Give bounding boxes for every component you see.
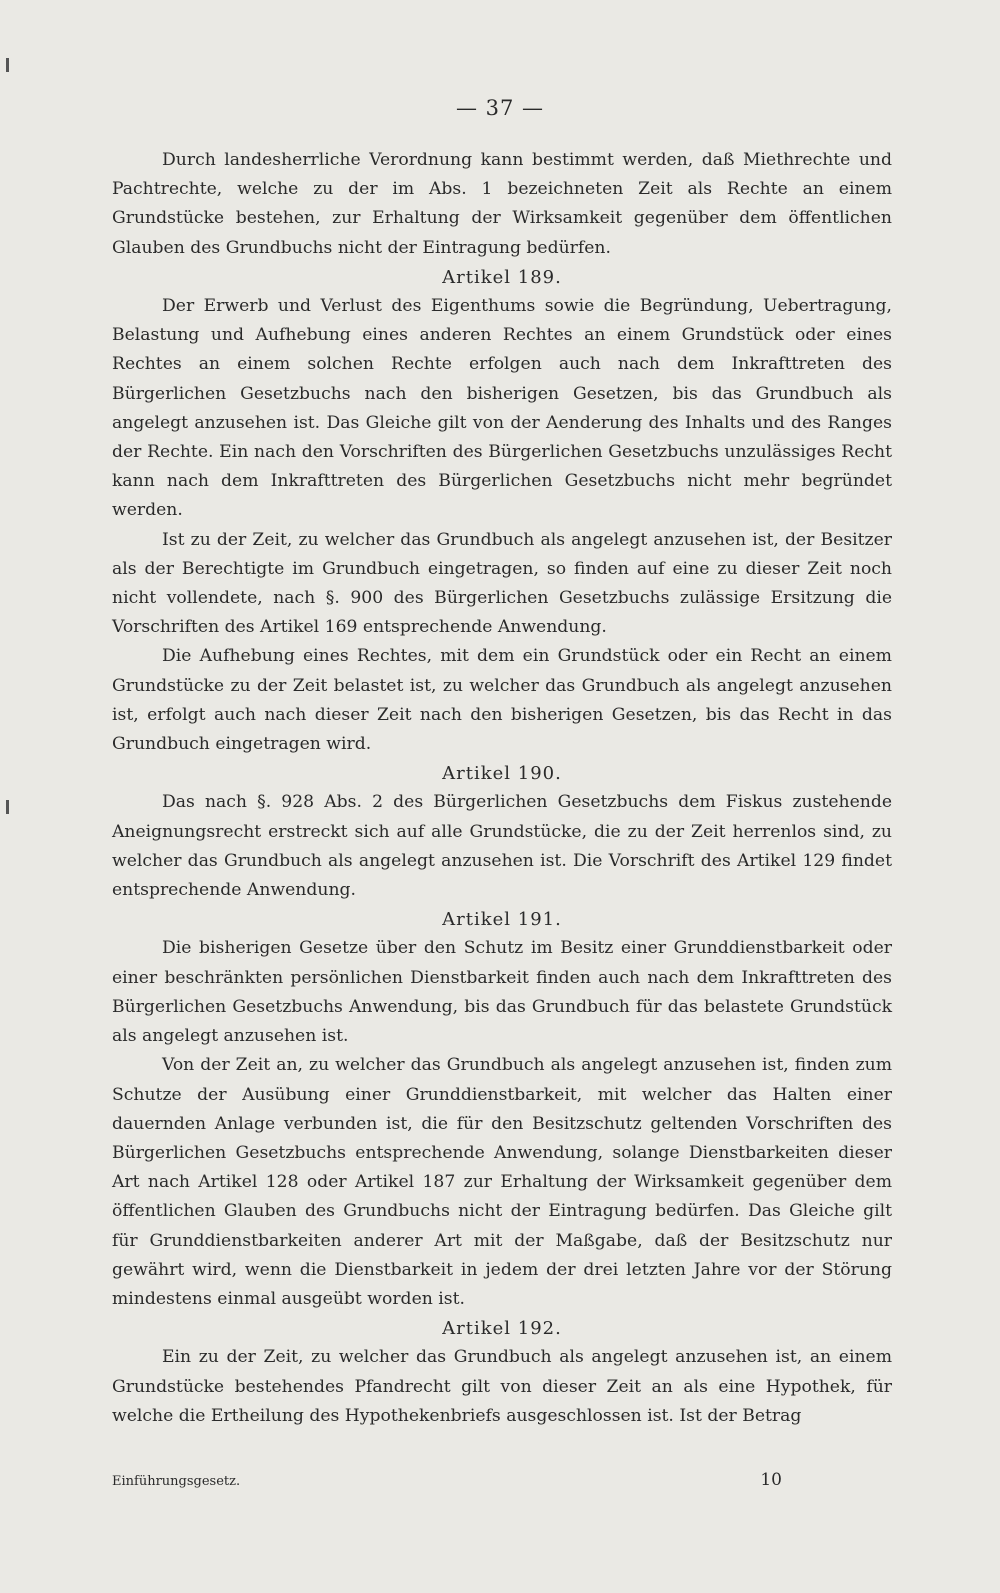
paragraph: Das nach §. 928 Abs. 2 des Bürgerlichen Gesetzbuchs dem Fiskus zustehende Aneignungsrecht erstreckt sich auf alle Grundstücke, die zu der Zeit herrenlos sind, zu welcher das Grundbuch als angelegt anzusehen ist. Die Vorschrift des Artikel 129 findet entsprechende Anwendung. (112, 792, 892, 901)
article-heading-190: Artikel 190. (442, 763, 562, 785)
paragraph: Von der Zeit an, zu welcher das Grundbuch als angelegt anzusehen ist, finden zum Schutze der Ausübung einer Grunddienstbarkeit, mit welcher das Halten einer dauernden Anlage verbunden ist, die für den Besitzschutz geltenden Vorschriften des Bürgerlichen Gesetzbuchs entsprechende Anwendung, solange Dienstbarkeiten dieser Art nach Artikel 128 oder Artikel 187 zur Erhaltung der Wirksamkeit gegenüber dem öffentlichen Glauben des Grundbuchs nicht der Eintragung bedürfen. Das Gleiche gilt für Grunddienstbarkeiten anderer Art mit der Maßgabe, daß der Besitzschutz nur gewährt wird, wenn die Dienstbarkeit in jedem der drei letzten Jahre vor der Störung mindestens einmal ausgeübt worden ist. (112, 1055, 892, 1309)
printer-signature: Einführungsgesetz. (112, 1474, 241, 1489)
paragraph: Durch landesherrliche Verordnung kann bestimmt werden, daß Miethrechte und Pachtrechte, welche zu der im Abs. 1 bezeichneten Zeit als Rechte an einem Grundstücke bestehen, zur Erhaltung der Wirksamkeit gegenüber dem öffentlichen Glauben des Grundbuchs nicht der Eintragung bedürfen. (112, 150, 892, 258)
paragraph: Ist zu der Zeit, zu welcher das Grundbuch als angelegt anzusehen ist, der Besitzer als der Berechtigte im Grundbuch eingetragen, so finden auf eine zu dieser Zeit noch nicht vollendete, nach §. 900 des Bürgerlichen Gesetzbuchs zulässige Ersitzung die Vorschriften des Artikel 169 entsprechende Anwendung. (112, 529, 892, 638)
article-heading-191: Artikel 191. (442, 909, 562, 931)
paragraph: Der Erwerb und Verlust des Eigenthums sowie die Begründung, Uebertragung, Belastung und Aufhebung eines anderen Rechtes an einem Grundstück oder eines Rechtes an einem solchen Rechte erfolgen auch nach dem Inkrafttreten des Bürgerlichen Gesetzbuchs nach den bisherigen Gesetzen, bis das Grundbuch als angelegt anzusehen ist. Das Gleiche gilt von der Aenderung des Inhalts und des Ranges der Rechte. Ein nach den Vorschriften des Bürgerlichen Gesetzbuchs unzulässiges Recht kann nach dem Inkrafttreten des Bürgerlichen Gesetzbuchs nicht mehr begründet werden. (112, 296, 892, 521)
paragraph: Die Aufhebung eines Rechtes, mit dem ein Grundstück oder ein Recht an einem Grundstücke zu der Zeit belastet ist, zu welcher das Grundbuch als angelegt anzusehen ist, erfolgt auch nach dieser Zeit nach den bisherigen Gesetzen, bis das Recht in das Grundbuch eingetragen wird. (112, 646, 892, 755)
sheet-number: 10 (760, 1470, 782, 1490)
article-heading-192: Artikel 192. (442, 1318, 562, 1340)
margin-mark (6, 800, 9, 814)
body-text (112, 146, 892, 1431)
page-footer (112, 1470, 892, 1500)
margin-mark (6, 58, 9, 72)
article-heading-189: Artikel 189. (442, 266, 562, 288)
page-number: — 37 — (455, 96, 545, 120)
paragraph: Ein zu der Zeit, zu welcher das Grundbuch als angelegt anzusehen ist, an einem Grundstücke bestehendes Pfandrecht gilt von dieser Zeit an als eine Hypothek, für welche die Ertheilung des Hypothekenbriefs ausgeschlossen ist. Ist der Betrag (112, 1347, 892, 1426)
paragraph: Die bisherigen Gesetze über den Schutz im Besitz einer Grunddienstbarkeit oder einer beschränkten persönlichen Dienstbarkeit finden auch nach dem Inkrafttreten des Bürgerlichen Gesetzbuchs Anwendung, bis das Grundbuch für das belastete Grundstück als angelegt anzusehen ist. (112, 938, 892, 1047)
